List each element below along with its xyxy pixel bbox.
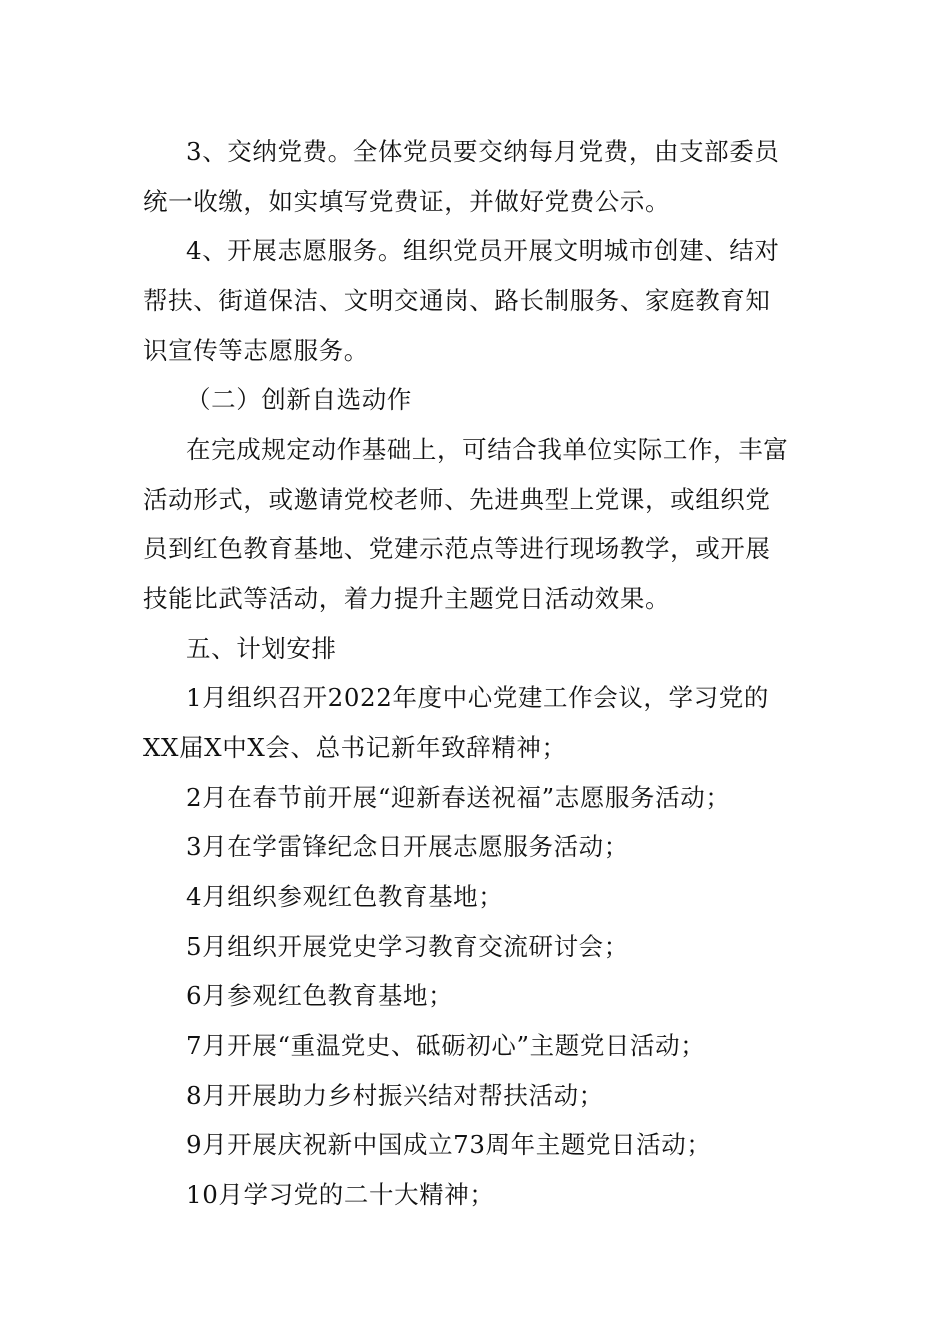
paragraph-line: 4、开展志愿服务。组织党员开展文明城市创建、结对 xyxy=(186,236,780,265)
plan-item: 2月在春节前开展“迎新春送祝福”志愿服务活动； xyxy=(186,783,731,812)
paragraph-line: 活动形式，或邀请党校老师、先进典型上党课，或组织党 xyxy=(143,485,771,514)
paragraph-line: 技能比武等活动，着力提升主题党日活动效果。 xyxy=(143,584,671,613)
plan-item: 6月参观红色教育基地； xyxy=(186,981,454,1010)
section-heading: 五、计划安排 xyxy=(186,634,337,663)
plan-item: 5月组织开展党史学习教育交流研讨会； xyxy=(186,932,629,961)
plan-item: 10月学习党的二十大精神； xyxy=(186,1180,495,1209)
plan-item: 7月开展“重温党史、砥砺初心”主题党日活动； xyxy=(186,1031,706,1060)
paragraph-line: 识宣传等志愿服务。 xyxy=(143,336,369,365)
plan-item: 4月组织参观红色教育基地； xyxy=(186,882,504,911)
paragraph-line: 3、交纳党费。全体党员要交纳每月党费，由支部委员 xyxy=(186,137,780,166)
plan-item: 3月在学雷锋纪念日开展志愿服务活动； xyxy=(186,832,629,861)
section-heading: （二）创新自选动作 xyxy=(186,385,412,414)
plan-item: 1月组织召开2022年度中心党建工作会议，学习党的 xyxy=(186,683,769,712)
paragraph-line: 员到红色教育基地、党建示范点等进行现场教学，或开展 xyxy=(143,534,771,563)
plan-item: 8月开展助力乡村振兴结对帮扶活动； xyxy=(186,1081,604,1110)
paragraph-line: 帮扶、街道保洁、文明交通岗、路长制服务、家庭教育知 xyxy=(143,286,771,315)
plan-item-continuation: XX届X中X会、总书记新年致辞精神； xyxy=(143,733,567,762)
paragraph-line: 统一收缴，如实填写党费证，并做好党费公示。 xyxy=(143,187,671,216)
paragraph-line: 在完成规定动作基础上，可结合我单位实际工作，丰富 xyxy=(186,435,789,464)
plan-item: 9月开展庆祝新中国成立73周年主题党日活动； xyxy=(186,1130,712,1159)
